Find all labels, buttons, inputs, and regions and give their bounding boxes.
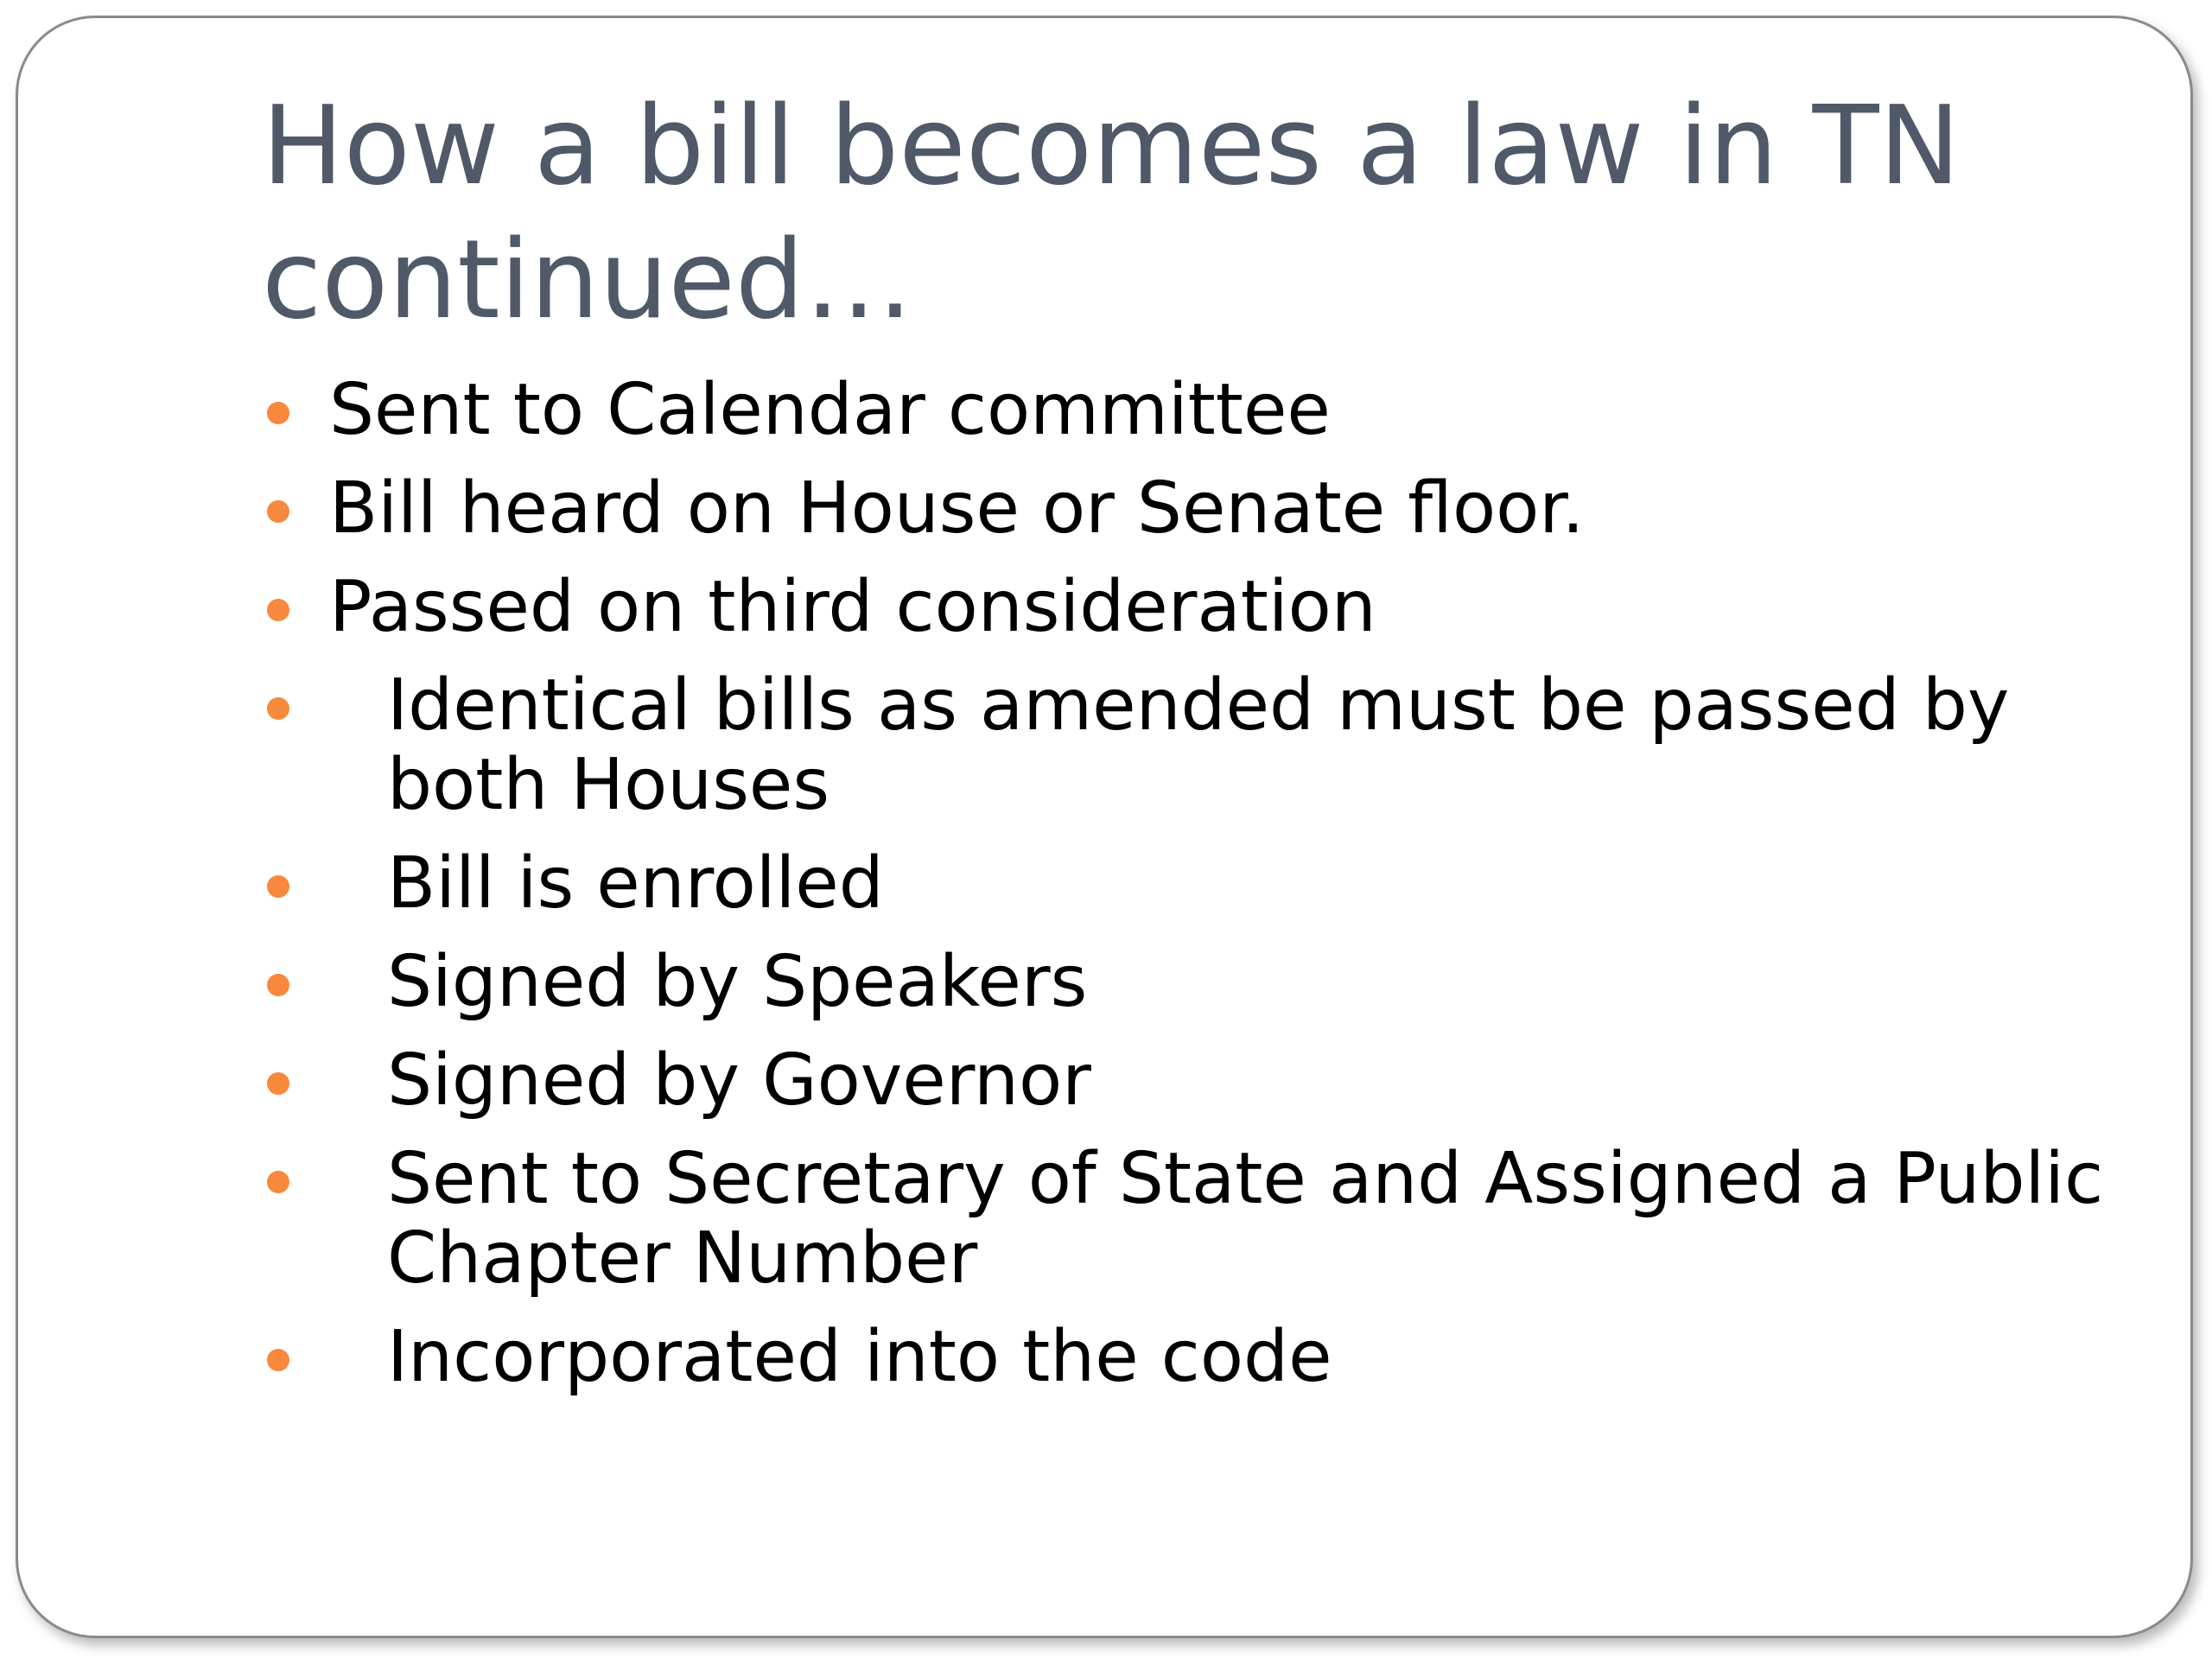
bullet-icon — [267, 697, 289, 720]
list-item — [262, 943, 2120, 1022]
bullet-text: Sent to Calendar committee — [329, 369, 1331, 451]
bullet-text: Passed on third consideration — [329, 566, 1376, 648]
slide — [16, 16, 2193, 1638]
slide-title: How a bill becomes a law in TN continued… — [262, 82, 1961, 343]
bullet-icon — [267, 875, 289, 898]
list-item — [262, 1140, 2120, 1299]
bullet-text: Sent to Secretary of State and Assigned a Public Chapter Number — [387, 1138, 2104, 1300]
bullet-icon — [267, 974, 289, 996]
bullet-text: Signed by Governor — [387, 1039, 1091, 1122]
bullet-list — [262, 371, 2120, 1416]
bullet-text: Bill is enrolled — [387, 842, 884, 925]
bullet-icon — [267, 1349, 289, 1371]
bullet-text: Incorporated into the code — [387, 1316, 1332, 1398]
list-item — [262, 666, 2120, 825]
list-item — [262, 371, 2120, 450]
list-item — [262, 469, 2120, 549]
list-item — [262, 1318, 2120, 1397]
bullet-icon — [267, 1171, 289, 1193]
bullet-icon — [267, 402, 289, 424]
list-item — [262, 1041, 2120, 1121]
bullet-icon — [267, 599, 289, 621]
list-item — [262, 568, 2120, 647]
bullet-icon — [267, 1072, 289, 1095]
bullet-icon — [267, 500, 289, 523]
bullet-text: Signed by Speakers — [387, 941, 1088, 1023]
bullet-text: Bill heard on House or Senate floor. — [329, 467, 1585, 550]
bullet-text: Identical bills as amended must be passed by both Houses — [387, 664, 2010, 826]
list-item — [262, 844, 2120, 924]
